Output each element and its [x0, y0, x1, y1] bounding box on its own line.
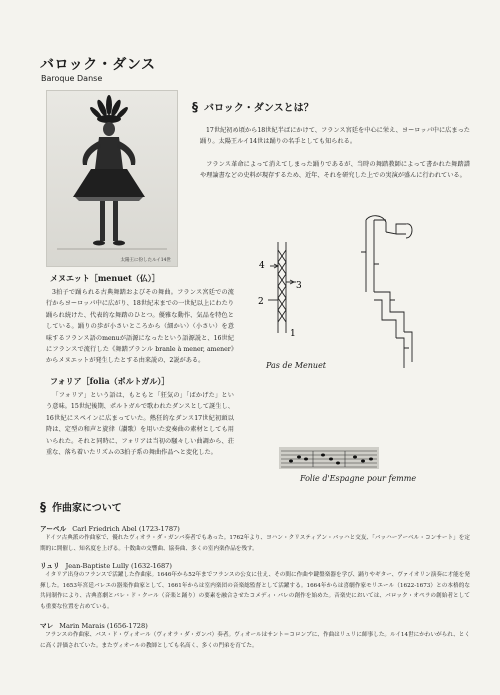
composer-marais-bio — [40, 630, 470, 651]
composers-heading — [40, 499, 122, 514]
intro-heading — [192, 99, 314, 114]
folia-heading: フォリア［folia（ポルトガル）］ — [50, 376, 170, 386]
composer-lully-name — [40, 560, 172, 570]
composer-name-jp: リュリ — [40, 562, 60, 570]
intro-text-2: フランス革命によって消えてしまった踊りであるが、当時の舞踏教師によって書かれた舞踏譜や理論書などの史料が現存するため、近年、それを研究した上での実演が盛んに行われている。 — [200, 161, 470, 180]
minuet-diagram-caption: Pas de Menuet — [266, 361, 327, 370]
dancer-illustration — [47, 91, 177, 266]
photo-caption: 太陽王に扮したルイ14世 — [120, 258, 171, 263]
folia-paragraph — [46, 390, 234, 458]
composer-bio-text: フランスの作曲家、バス・ド・ヴィオール（ヴィオラ・ダ・ガンバ）奏者。ヴィオールはサント＝コロンブに、作曲はリュリに師事した。ルイ14世にかわいがられ、とくに高く評価されていた。またヴィオールの教師としても名高く、多くの門弟を育てた。 — [40, 632, 470, 649]
composer-bio-text: イタリア出身のフランスで活躍した作曲家。1646年から52年までフランスの公女に仕え、その間に作曲や鍵盤楽器を学び、踊りやギター、ヴァイオリン演奏に才能を発揮した。1653年宮廷バレエの器楽作曲家として、1661年からは室内楽団の音楽総監督として活躍する。1664年からは喜劇作家モリエール（1622-1673）との本格的な共同制作により、古典喜劇とバレ・ド・クール（音楽と踊り）の要素を融合させたコメディ・バレの創作を始めた。音楽史においては、バロック・オペラの創始者としても重要な位置を占めている。 — [40, 572, 470, 610]
section-mark-icon: § — [192, 100, 198, 114]
step-label-4: 4 — [259, 261, 265, 271]
composers-heading-text: 作曲家について — [52, 503, 122, 514]
minuet-paragraph — [46, 287, 234, 367]
minuet-heading: メヌエット［menuet（仏）］ — [50, 273, 160, 283]
composer-name-jp: マレ — [40, 622, 54, 630]
composer-name-romaji: Jean-Baptiste Lully (1632-1687) — [65, 562, 172, 570]
score-drawing — [279, 447, 379, 469]
composer-name-jp: アーベル — [40, 525, 67, 533]
dance-track-diagram — [350, 212, 430, 377]
intro-paragraph-1 — [200, 125, 470, 148]
intro-heading-text: バロック・ダンスとは？ — [204, 103, 314, 114]
composer-abel-bio — [40, 533, 470, 554]
composer-lully-bio — [40, 570, 470, 612]
composer-abel-name — [40, 523, 180, 533]
intro-paragraph-2 — [200, 159, 470, 182]
step-label-2: 2 — [258, 297, 264, 307]
composer-name-romaji: Carl Friedrich Abel (1723-1787) — [72, 525, 180, 533]
composer-marais-name — [40, 620, 148, 630]
step-label-1: 1 — [290, 329, 296, 339]
dancer-photo — [46, 90, 178, 267]
step-label-3: 3 — [296, 281, 302, 291]
dance-track-drawing — [350, 212, 430, 377]
composer-name-romaji: Marin Marais (1656-1728) — [59, 622, 148, 630]
section-mark-icon: § — [40, 500, 46, 514]
page-subtitle: Baroque Danse — [41, 74, 103, 83]
folia-score — [279, 447, 379, 469]
folia-text: 「フォリア」という語は、もともと「狂気の」「ばかげた」という意味。15世紀後期、ポルトガルで歌われたダンスとして誕生し、16世紀にスペインに広まっていた。熱狂的なダンス17世紀初頭以降は、定型の和声と旋律（讃歌）を用いた変奏曲の素材としても用いられた。それと同時に、フォリアは当初の騒々しい曲調から、荘重な、落ち着いたリズムの3拍子系の舞曲作品へと変化した。 — [46, 392, 234, 457]
minuet-step-diagram — [250, 238, 340, 368]
folia-score-caption: Folie d'Espagne pour femme — [300, 474, 417, 483]
minuet-text: 3拍子で踊られる古典舞踏およびその舞曲。フランス宮廷での流行からヨーロッパ中に広がり、18世紀末までの一世紀以上にわたり踊られ続けた、代表的な舞踏のひとつ。優雅な動作、気品を特色としている。踊りの歩が小さいところから（細かい）（小さい）を意味するフランス語のmenuが語源になったという語源説と、16世紀にフランスで流行した《舞踏ブランル branle à mener, amener》からメヌエットが発生したとする由来説の、2説がある。 — [46, 289, 234, 365]
minuet-steps-drawing — [250, 238, 340, 368]
page-title: バロック・ダンス — [40, 57, 156, 73]
intro-text-1: 17世紀初め頃から18世紀半ばにかけて、フランス宮廷を中心に栄え、ヨーロッパ中に広まった踊り。太陽王ルイ14世は踊りの名手としても知られる。 — [200, 127, 470, 146]
composer-bio-text: ドイツ古典派の作曲家で、優れたヴィオラ・ダ・ガンバ奏者でもあった。1762年より、ヨハン・クリスティアン・バッハと交友、「バッハーアーベル・コンサート」を定期的に開催し、知名度を上げる。十数曲の交響曲、協奏曲、多くの室内楽作品を残す。 — [40, 535, 470, 552]
